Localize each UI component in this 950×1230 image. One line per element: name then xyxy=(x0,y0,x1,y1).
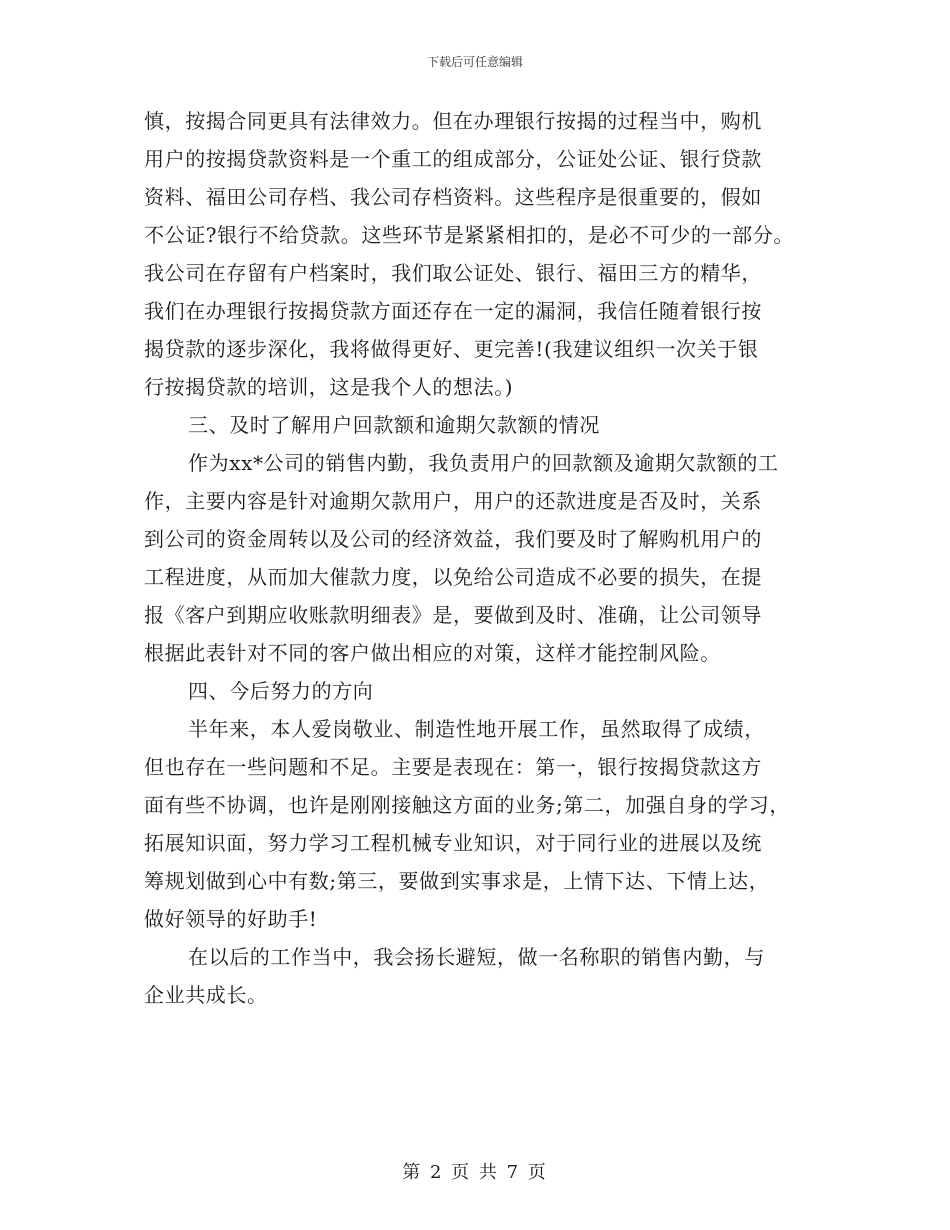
text-line: 不公证?银行不给贷款。这些环节是紧紧相扣的，是必不可少的一部分。 xyxy=(144,223,794,247)
section-heading: 四、今后努力的方向 xyxy=(188,679,374,703)
text-line: 到公司的资金周转以及公司的经济效益，我们要及时了解购机用户的 xyxy=(144,527,762,551)
page-footer: 第 2 页 共 7 页 xyxy=(402,1162,548,1183)
text-line: 揭贷款的逐步深化，我将做得更好、更完善!(我建议组织一次关于银 xyxy=(144,337,759,361)
text-line: 拓展知识面，努力学习工程机械专业知识，对于同行业的进展以及统 xyxy=(144,831,762,855)
text-line: 做好领导的好助手! xyxy=(144,907,318,931)
text-line: 根据此表针对不同的客户做出相应的对策，这样才能控制风险。 xyxy=(144,641,721,665)
text-line: 半年来，本人爱岗敬业、制造性地开展工作，虽然取得了成绩， xyxy=(188,717,765,741)
page-header: 下载后可任意编辑 xyxy=(426,55,523,69)
text-line: 行按揭贷款的培训，这是我个人的想法。) xyxy=(144,375,514,399)
document-body xyxy=(144,102,824,1014)
text-line: 我公司在存留有户档案时，我们取公证处、银行、福田三方的精华， xyxy=(144,261,762,285)
section-heading: 三、及时了解用户回款额和逾期欠款额的情况 xyxy=(188,413,600,437)
text-line: 用户的按揭贷款资料是一个重工的组成部分，公证处公证、银行贷款 xyxy=(144,147,762,171)
text-line: 在以后的工作当中，我会扬长避短，做一名称职的销售内勤，与 xyxy=(188,945,765,969)
text-line: 企业共成长。 xyxy=(144,983,268,1007)
text-line: 报《客户到期应收账款明细表》是，要做到及时、准确，让公司领导 xyxy=(144,603,762,627)
text-line: 我们在办理银行按揭贷款方面还存在一定的漏洞，我信任随着银行按 xyxy=(144,299,762,323)
text-line: 但也存在一些问题和不足。主要是表现在：第一，银行按揭贷款这方 xyxy=(144,755,762,779)
text-line: 作，主要内容是针对逾期欠款用户，用户的还款进度是否及时，关系 xyxy=(144,489,762,513)
text-line: 工程进度，从而加大催款力度，以免给公司造成不必要的损失，在提 xyxy=(144,565,762,589)
text-line: 资料、福田公司存档、我公司存档资料。这些程序是很重要的，假如 xyxy=(144,185,762,209)
text-line: 作为xx*公司的销售内勤，我负责用户的回款额及逾期欠款额的工 xyxy=(188,451,779,475)
text-line: 慎，按揭合同更具有法律效力。但在办理银行按揭的过程当中，购机 xyxy=(144,109,762,133)
text-line: 筹规划做到心中有数;第三，要做到实事求是，上情下达、下情上达， xyxy=(144,869,770,893)
text-line: 面有些不协调，也许是刚刚接触这方面的业务;第二，加强自身的学习， xyxy=(144,793,790,817)
